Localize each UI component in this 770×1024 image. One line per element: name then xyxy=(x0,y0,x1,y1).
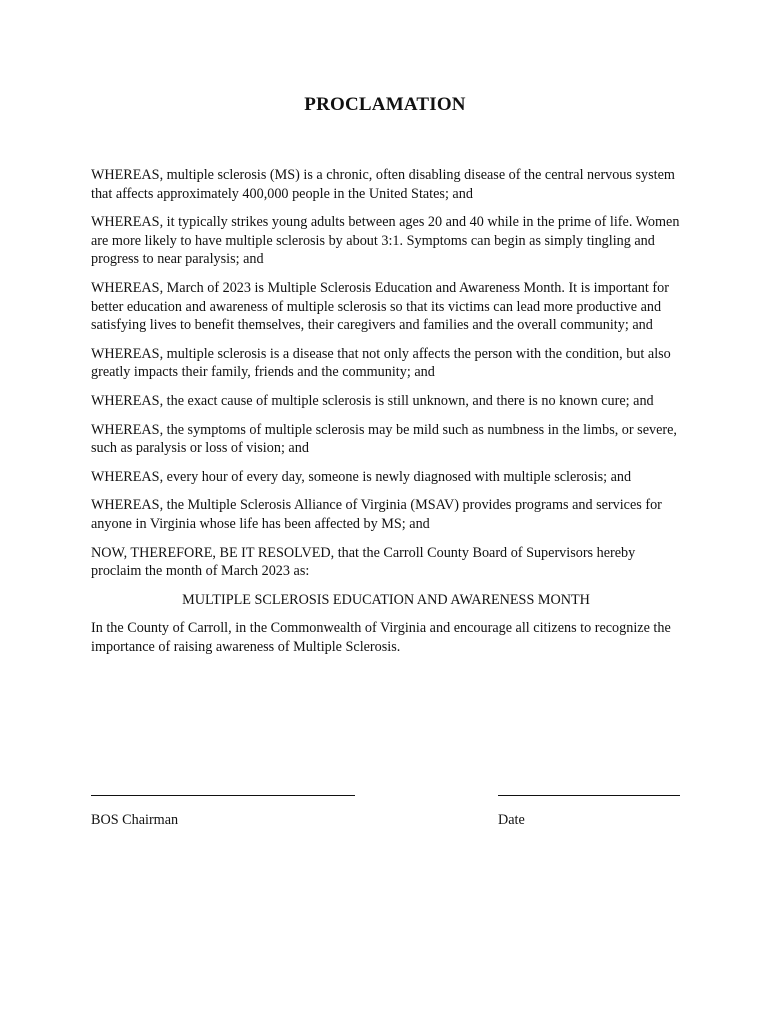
closing-paragraph: In the County of Carroll, in the Commonwealth of Virginia and encourage all citizens to recognize the importance of raising awareness of Multiple Sclerosis. xyxy=(91,620,671,655)
date-signature-label: Date xyxy=(498,812,525,828)
whereas-paragraph-2: WHEREAS, it typically strikes young adults between ages 20 and 40 while in the prime of life. Women are more likely to have multiple sclerosis by about 3:1. Symptoms can begin as simply tingling and progress to near paralysis; and xyxy=(91,214,680,268)
whereas-paragraph-3: WHEREAS, March of 2023 is Multiple Sclerosis Education and Awareness Month. It is important for better education and awareness of multiple sclerosis so that its victims can lead more productive and satisfying lives to benefit themselves, their caregivers and families and the overall community; and xyxy=(91,279,669,334)
whereas-paragraph-4: WHEREAS, multiple sclerosis is a disease that not only affects the person with the condition, but also greatly impacts their family, friends and the community; and xyxy=(91,345,671,381)
whereas-paragraph-7: WHEREAS, every hour of every day, someone is newly diagnosed with multiple sclerosis; and xyxy=(91,468,632,485)
whereas-paragraph-8: WHEREAS, the Multiple Sclerosis Alliance of Virginia (MSAV) provides programs and services for anyone in Virginia whose life has been affected by MS; and xyxy=(91,497,662,532)
chairman-signature-label: BOS Chairman xyxy=(91,812,179,828)
resolved-paragraph: NOW, THEREFORE, BE IT RESOLVED, that the Carroll County Board of Supervisors hereby proclaim the month of March 2023 as: xyxy=(91,544,636,580)
whereas-paragraph-6: WHEREAS, the symptoms of multiple sclerosis may be mild such as numbness in the limbs, or severe, such as paralysis or loss of vision; and xyxy=(91,421,677,457)
whereas-paragraph-1: WHEREAS, multiple sclerosis (MS) is a chronic, often disabling disease of the central nervous system that affects approximately 400,000 people in the United States; and xyxy=(91,167,675,202)
proclamation-body xyxy=(91,166,681,666)
chairman-signature-line xyxy=(91,795,355,796)
page-title: PROCLAMATION xyxy=(304,94,466,115)
date-signature-line xyxy=(498,795,680,796)
whereas-paragraph-5: WHEREAS, the exact cause of multiple sclerosis is still unknown, and there is no known cure; and xyxy=(91,392,654,409)
proclaimed-month-heading: MULTIPLE SCLEROSIS EDUCATION AND AWARENESS MONTH xyxy=(182,591,590,608)
